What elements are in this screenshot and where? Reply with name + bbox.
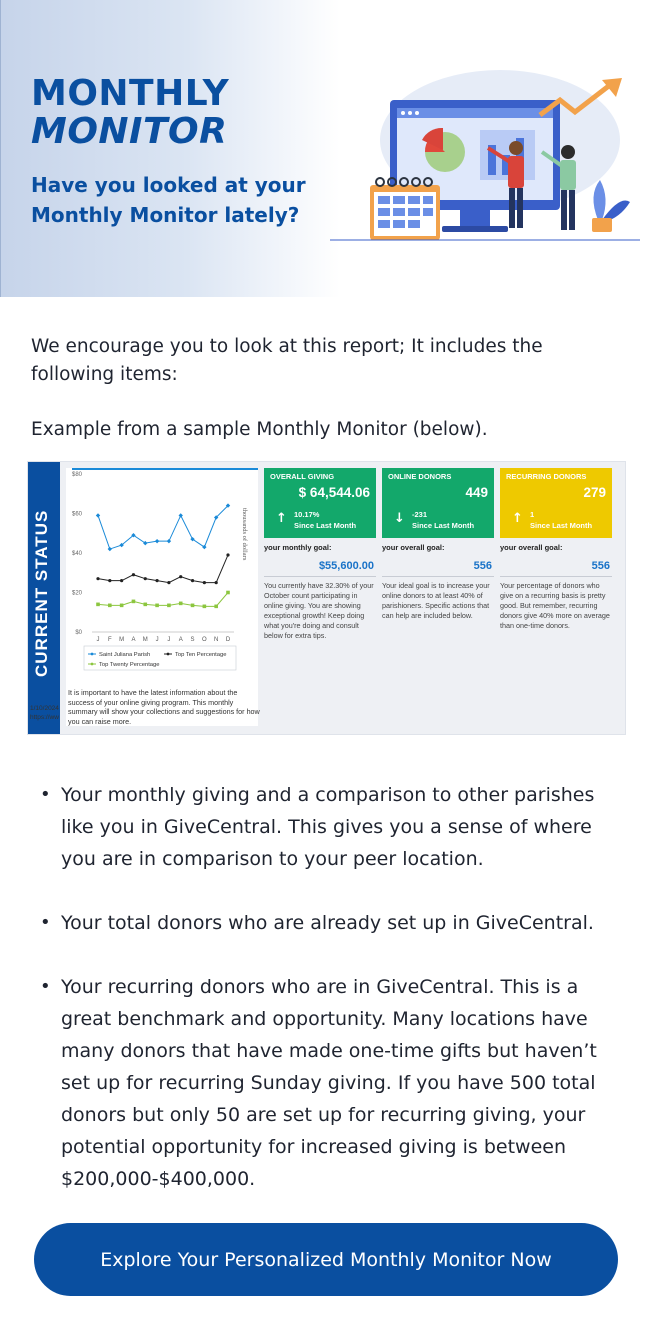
data-point: [108, 604, 112, 608]
chart-note: It is important to have the latest information about the success of your online giving program. This monthly summary will show your collections and suggestions for how you can raise more.: [68, 688, 260, 726]
data-point: [167, 604, 171, 608]
series-line: [98, 593, 228, 607]
data-point: [203, 581, 206, 584]
x-tick-label: J: [155, 637, 159, 643]
goal-label: your overall goal:: [500, 543, 563, 552]
data-point: [108, 547, 112, 551]
data-point: [155, 604, 159, 608]
data-point: [108, 579, 111, 582]
stat-box: [382, 468, 494, 538]
data-point: [96, 513, 100, 517]
data-point: [179, 513, 183, 517]
hero-subtitle: Have you looked at your Monthly Monitor lately?: [31, 173, 306, 227]
stat-change-note: Since Last Month: [412, 521, 475, 530]
hero-banner: [0, 0, 651, 297]
x-tick-label: O: [202, 637, 207, 643]
data-point: [191, 604, 195, 608]
stat-value: 279: [583, 485, 606, 500]
data-point: [191, 579, 194, 582]
report-date: 1/10/2024: [30, 705, 59, 712]
stat-box: [264, 468, 376, 538]
data-point: [120, 604, 124, 608]
data-point: [155, 579, 158, 582]
data-point: [203, 605, 207, 609]
data-point: [120, 579, 123, 582]
stat-value: $ 64,544.06: [298, 485, 370, 500]
goal-divider: [264, 576, 376, 577]
analytics-presentation-illustration: [330, 70, 640, 250]
data-point: [179, 575, 182, 578]
stat-change-value: -231: [412, 510, 428, 519]
list-item: • Your monthly giving and a comparison to other parishes like you in GiveCentral. This gives you a sense of where you are in comparison to your peer location.: [31, 779, 631, 875]
giving-line-chart: [66, 468, 258, 688]
y-tick-label: $40: [71, 551, 82, 557]
data-point: [179, 602, 183, 606]
report-items-list: [31, 779, 631, 1227]
stat-change-note: Since Last Month: [530, 521, 593, 530]
data-point: [214, 605, 218, 609]
y-tick-label: $0: [75, 630, 82, 636]
hero-title-line1: MONTHLY: [31, 73, 230, 114]
legend-marker: [91, 663, 94, 666]
arrow-up-icon: ↑: [512, 511, 523, 526]
x-tick-label: M: [119, 637, 125, 643]
goal-label: your monthly goal:: [264, 543, 332, 552]
list-item: • Your total donors who are already set up in GiveCentral.: [31, 907, 631, 939]
x-tick-label: M: [142, 637, 148, 643]
data-point: [132, 573, 135, 576]
series-line: [98, 555, 228, 583]
monthly-monitor-sample-report: [27, 461, 626, 735]
x-tick-label: J: [167, 637, 171, 643]
list-item: • Your recurring donors who are in GiveCentral. This is a great benchmark and opportunity. Many locations have many donors that have made one-time gifts but haven’t set up for recurring Sunday giving. If you have 500 total donors but only 50 are set up for recurring giving, your potential opportunity for increased giving is between $200,000-$400,000.: [31, 971, 631, 1195]
goal-label: your overall goal:: [382, 543, 445, 552]
x-tick-label: N: [214, 637, 219, 643]
data-point: [167, 581, 170, 584]
legend-label: Saint Juliana Parish: [99, 652, 151, 658]
intro-paragraph: We encourage you to look at this report; It includes the following items:: [31, 336, 543, 385]
legend-label: Top Ten Percentage: [175, 652, 227, 658]
y-tick-label: $20: [71, 590, 82, 597]
x-tick-label: D: [225, 637, 231, 643]
legend-marker: [167, 653, 170, 656]
stat-label: ONLINE DONORS: [388, 472, 452, 481]
y-axis-label: thousands of dollars: [241, 508, 248, 561]
data-point: [144, 577, 147, 580]
y-tick-label: $80: [71, 472, 82, 478]
stat-label: RECURRING DONORS: [506, 472, 587, 481]
stat-change: [412, 509, 474, 531]
hero-title-line2: MONITOR: [31, 111, 228, 152]
goal-divider: [382, 576, 494, 577]
stat-change-value: 1: [530, 510, 535, 519]
goal-description: Your percentage of donors who give on a recurring basis is pretty good. But remember, recurring donors give 40% more on average than one-time donors.: [500, 581, 610, 630]
stat-overall-giving: [264, 468, 376, 641]
stat-change-value: 10.17%: [294, 510, 320, 519]
series-line: [98, 506, 228, 549]
x-tick-label: S: [190, 637, 195, 643]
example-caption: Example from a sample Monthly Monitor (below).: [31, 419, 488, 440]
current-status-title: CURRENT STATUS: [32, 509, 51, 677]
x-tick-label: A: [178, 637, 183, 643]
data-point: [96, 603, 100, 607]
data-point: [132, 600, 136, 604]
giving-chart-card: [66, 468, 258, 726]
goal-value: $55,600.00: [318, 560, 374, 572]
data-point: [226, 553, 229, 556]
stat-recurring-donors: [500, 468, 612, 631]
legend-marker: [91, 653, 94, 656]
arrow-up-icon: ↑: [276, 511, 287, 526]
stat-change: [530, 509, 592, 531]
x-tick-label: J: [96, 637, 100, 643]
arrow-down-icon: ↓: [394, 511, 405, 526]
data-point: [167, 539, 171, 543]
goal-description: You currently have 32.30% of your October count participating in online giving. You are showing exceptional growth! Keep doing what you're doing and consult below for extra tips.: [264, 581, 374, 640]
stat-label: OVERALL GIVING: [270, 472, 335, 481]
data-point: [155, 539, 159, 543]
x-tick-label: A: [131, 637, 136, 643]
data-point: [215, 581, 218, 584]
report-url: https://ww: [30, 714, 59, 721]
legend-label: Top Twenty Percentage: [99, 662, 160, 668]
data-point: [143, 603, 147, 607]
data-point: [226, 591, 230, 595]
stat-change: [294, 509, 356, 531]
stat-value: 449: [465, 485, 488, 500]
x-tick-label: F: [107, 637, 112, 643]
goal-divider: [500, 576, 612, 577]
stat-change-note: Since Last Month: [294, 521, 357, 530]
stat-online-donors: [382, 468, 494, 621]
goal-description: Your ideal goal is to increase your online donors to at least 40% of parishioners. Specific actions that can help are included below.: [382, 581, 490, 620]
stat-box: [500, 468, 612, 538]
data-point: [96, 577, 99, 580]
y-tick-label: $60: [71, 511, 82, 518]
goal-value: 556: [473, 560, 492, 572]
goal-value: 556: [591, 560, 610, 572]
explore-monthly-monitor-button[interactable]: Explore Your Personalized Monthly Monitor Now: [34, 1223, 618, 1296]
